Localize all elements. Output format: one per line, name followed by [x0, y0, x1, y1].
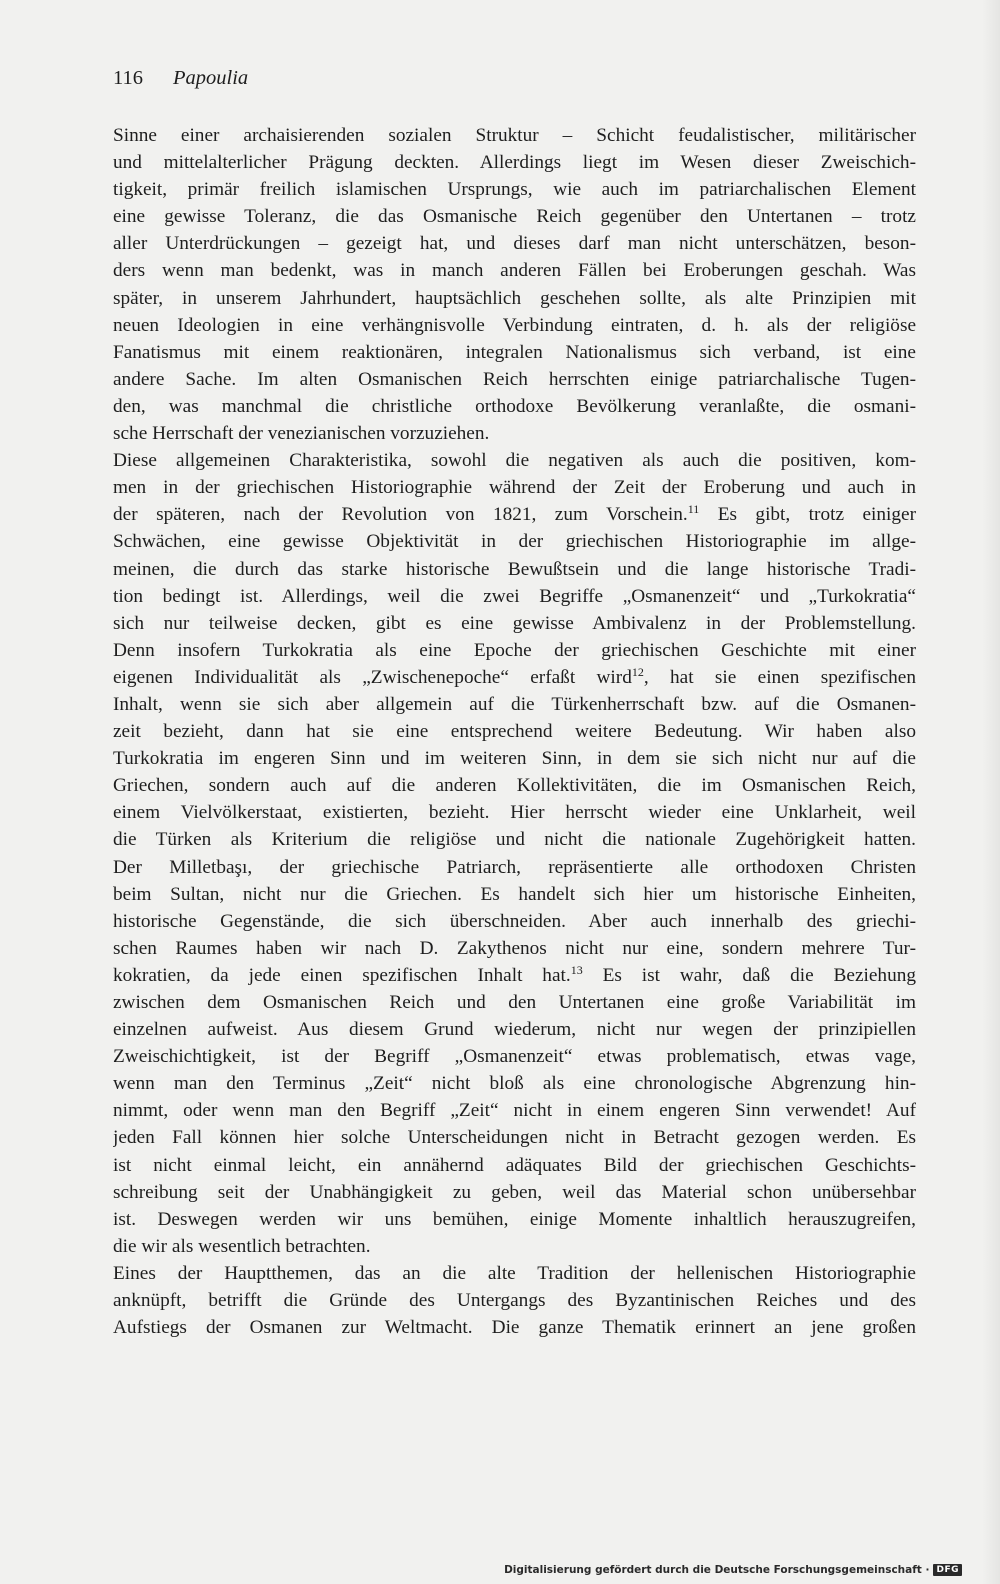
- text-line: [113, 420, 916, 447]
- footnote-marker: 11: [687, 502, 700, 517]
- text-run: anknüpft, betrifft die Gründe des Untergangs des Byzantinischen Reiches und des: [113, 1290, 916, 1312]
- text-run: ist nicht einmal leicht, ein annähernd adäquates Bild der griechischen Geschichts-: [113, 1154, 916, 1176]
- text-run: der späteren, nach der Revolution von 1821, zum Vorschein.: [113, 504, 688, 526]
- text-line: [113, 149, 916, 176]
- credit-text: Digitalisierung gefördert durch die Deutsche Forschungsgemeinschaft ·: [504, 1564, 930, 1576]
- text-run: nimmt, oder wenn man den Begriff „Zeit“ nicht in einem engeren Sinn verwendet! Auf: [113, 1100, 916, 1122]
- text-line: [113, 1179, 916, 1206]
- text-run: schreibung seit der Unabhängigkeit zu geben, weil das Material schon unübersehbar: [113, 1181, 916, 1203]
- text-run: Der Milletbaşı, der griechische Patriarch, repräsentierte alle orthodoxen Christen: [113, 856, 916, 878]
- running-head: [113, 64, 248, 92]
- text-run: tigkeit, primär freilich islamischen Ursprungs, wie auch im patriarchalischen Element: [113, 179, 916, 201]
- text-run: historische Gegenstände, die sich überschneiden. Aber auch innerhalb des griechi-: [113, 910, 916, 932]
- text-run: Es ist wahr, daß die Beziehung: [582, 964, 916, 986]
- text-line: [113, 366, 916, 393]
- text-line: [113, 393, 916, 420]
- text-run: sich nur teilweise decken, gibt es eine gewisse Ambivalenz in der Problemstellung.: [113, 612, 916, 634]
- text-line: [113, 1233, 916, 1260]
- text-line: [113, 691, 916, 718]
- digitization-credit: [504, 1564, 962, 1576]
- text-line: [113, 203, 916, 230]
- text-run: Zweischichtigkeit, ist der Begriff „Osmanenzeit“ etwas problematisch, etwas vage,: [113, 1046, 916, 1068]
- text-line: [113, 854, 916, 881]
- text-run: Schwächen, eine gewisse Objektivität in der griechischen Historiographie im allge-: [113, 531, 916, 553]
- text-line: [113, 1260, 916, 1287]
- text-run: Diese allgemeinen Charakteristika, sowohl die negativen als auch die positiven, kom-: [113, 450, 916, 472]
- text-run: eine gewisse Toleranz, die das Osmanische Reich gegenüber den Untertanen – trotz: [113, 206, 916, 228]
- footnote-marker: 13: [570, 962, 583, 977]
- paragraph: [113, 122, 916, 447]
- text-run: zeit bezieht, dann hat sie eine entsprechend weitere Bedeutung. Wir haben also: [113, 721, 916, 743]
- text-run: Turkokratia im engeren Sinn und im weiteren Sinn, in dem sie sich nicht nur auf die: [113, 748, 916, 770]
- text-line: [113, 556, 916, 583]
- text-line: [113, 528, 916, 555]
- text-run: , hat sie einen spezifischen: [643, 666, 916, 688]
- text-run: meinen, die durch das starke historische Bewußtsein und die lange historische Tradi-: [113, 558, 916, 580]
- footnote-marker: 12: [631, 664, 644, 679]
- text-line: [113, 772, 916, 799]
- text-line: [113, 1124, 916, 1151]
- text-line: [113, 257, 916, 284]
- text-line: [113, 664, 916, 691]
- text-line: [113, 122, 916, 149]
- text-run: die wir als wesentlich betrachten.: [113, 1235, 371, 1257]
- text-line: [113, 474, 916, 501]
- text-run: aller Unterdrückungen – gezeigt hat, und dieses darf man nicht unterschätzen, beson-: [113, 233, 916, 255]
- text-line: [113, 1097, 916, 1124]
- text-run: andere Sache. Im alten Osmanischen Reich herrschten einige patriarchalische Tugen-: [113, 368, 916, 390]
- text-line: [113, 447, 916, 474]
- page-edge-shadow: [982, 0, 1000, 1584]
- page-number: 116: [113, 67, 143, 89]
- text-run: Aufstiegs der Osmanen zur Weltmacht. Die ganze Thematik erinnert an jene großen: [113, 1317, 916, 1339]
- text-run: kokratien, da jede einen spezifischen Inhalt hat.: [113, 964, 571, 986]
- text-line: [113, 1314, 916, 1341]
- text-run: einem Vielvölkerstaat, existierten, bezieht. Hier herrscht wieder eine Unklarheit, weil: [113, 802, 916, 824]
- paragraph: [113, 1260, 916, 1341]
- text-run: Es gibt, trotz einiger: [699, 504, 916, 526]
- text-run: Inhalt, wenn sie sich aber allgemein auf die Türkenherrschaft bzw. auf die Osmanen-: [113, 693, 916, 715]
- running-head-author: Papoulia: [173, 67, 249, 89]
- text-line: [113, 989, 916, 1016]
- text-line: [113, 1287, 916, 1314]
- text-run: ist. Deswegen werden wir uns bemühen, einige Momente inhaltlich herauszugreifen,: [113, 1208, 916, 1230]
- text-line: [113, 339, 916, 366]
- text-line: [113, 826, 916, 853]
- text-run: Sinne einer archaisierenden sozialen Struktur – Schicht feudalistischer, militärischer: [113, 125, 916, 146]
- text-run: jeden Fall können hier solche Unterscheidungen nicht in Betracht gezogen werden. Es: [113, 1127, 916, 1149]
- text-run: sche Herrschaft der venezianischen vorzuziehen.: [113, 423, 490, 445]
- text-line: [113, 176, 916, 203]
- text-run: Denn insofern Turkokratia als eine Epoche der griechischen Geschichte mit einer: [113, 639, 916, 661]
- text-line: [113, 799, 916, 826]
- paragraph: [113, 447, 916, 1260]
- text-line: [113, 610, 916, 637]
- text-line: [113, 1043, 916, 1070]
- text-line: [113, 962, 916, 989]
- text-line: [113, 908, 916, 935]
- text-line: [113, 1070, 916, 1097]
- text-run: tion bedingt ist. Allerdings, weil die zwei Begriffe „Osmanenzeit“ und „Turkokratia“: [113, 585, 916, 607]
- text-line: [113, 230, 916, 257]
- text-line: [113, 285, 916, 312]
- text-run: wenn man den Terminus „Zeit“ nicht bloß als eine chronologische Abgrenzung hin-: [113, 1073, 916, 1095]
- text-run: neuen Ideologien in eine verhängnisvolle Verbindung eintraten, d. h. als der religiöse: [113, 314, 916, 336]
- text-line: [113, 583, 916, 610]
- text-line: [113, 637, 916, 664]
- text-run: den, was manchmal die christliche orthodoxe Bevölkerung veranlaßte, die osmani-: [113, 395, 916, 417]
- text-line: [113, 501, 916, 528]
- text-run: ders wenn man bedenkt, was in manch anderen Fällen bei Eroberungen geschah. Was: [113, 260, 916, 282]
- text-line: [113, 935, 916, 962]
- text-line: [113, 718, 916, 745]
- text-run: die Türken als Kriterium die religiöse und nicht die nationale Zugehörigkeit hatten.: [113, 829, 916, 851]
- text-run: Eines der Hauptthemen, das an die alte Tradition der hellenischen Historiographie: [113, 1262, 916, 1284]
- text-run: später, in unserem Jahrhundert, hauptsächlich geschehen sollte, als alte Prinzipien mit: [113, 287, 916, 309]
- text-run: Griechen, sondern auch auf die anderen Kollektivitäten, die im Osmanischen Reich,: [113, 775, 916, 797]
- text-run: men in der griechischen Historiographie während der Zeit der Eroberung und auch in: [113, 477, 916, 499]
- text-run: zwischen dem Osmanischen Reich und den Untertanen eine große Variabilität im: [113, 992, 916, 1013]
- text-run: und mittelalterlicher Prägung deckten. Allerdings liegt im Wesen dieser Zweischich-: [113, 152, 916, 174]
- text-run: schen Raumes haben wir nach D. Zakythenos nicht nur eine, sondern mehrere Tur-: [113, 937, 916, 959]
- text-line: [113, 745, 916, 772]
- text-run: einzelnen aufweist. Aus diesem Grund wiederum, nicht nur wegen der prinzipiellen: [113, 1019, 916, 1041]
- text-run: beim Sultan, nicht nur die Griechen. Es handelt sich hier um historische Einheiten,: [113, 883, 916, 905]
- dfg-logo: DFG: [933, 1564, 962, 1576]
- text-line: [113, 881, 916, 908]
- text-run: eigenen Individualität als „Zwischenepoche“ erfaßt wird: [113, 666, 632, 688]
- text-line: [113, 1016, 916, 1043]
- text-run: Fanatismus mit einem reaktionären, integralen Nationalismus sich verband, ist eine: [113, 341, 916, 363]
- text-line: [113, 1206, 916, 1233]
- text-line: [113, 1152, 916, 1179]
- body-text: [113, 122, 916, 1341]
- text-line: [113, 312, 916, 339]
